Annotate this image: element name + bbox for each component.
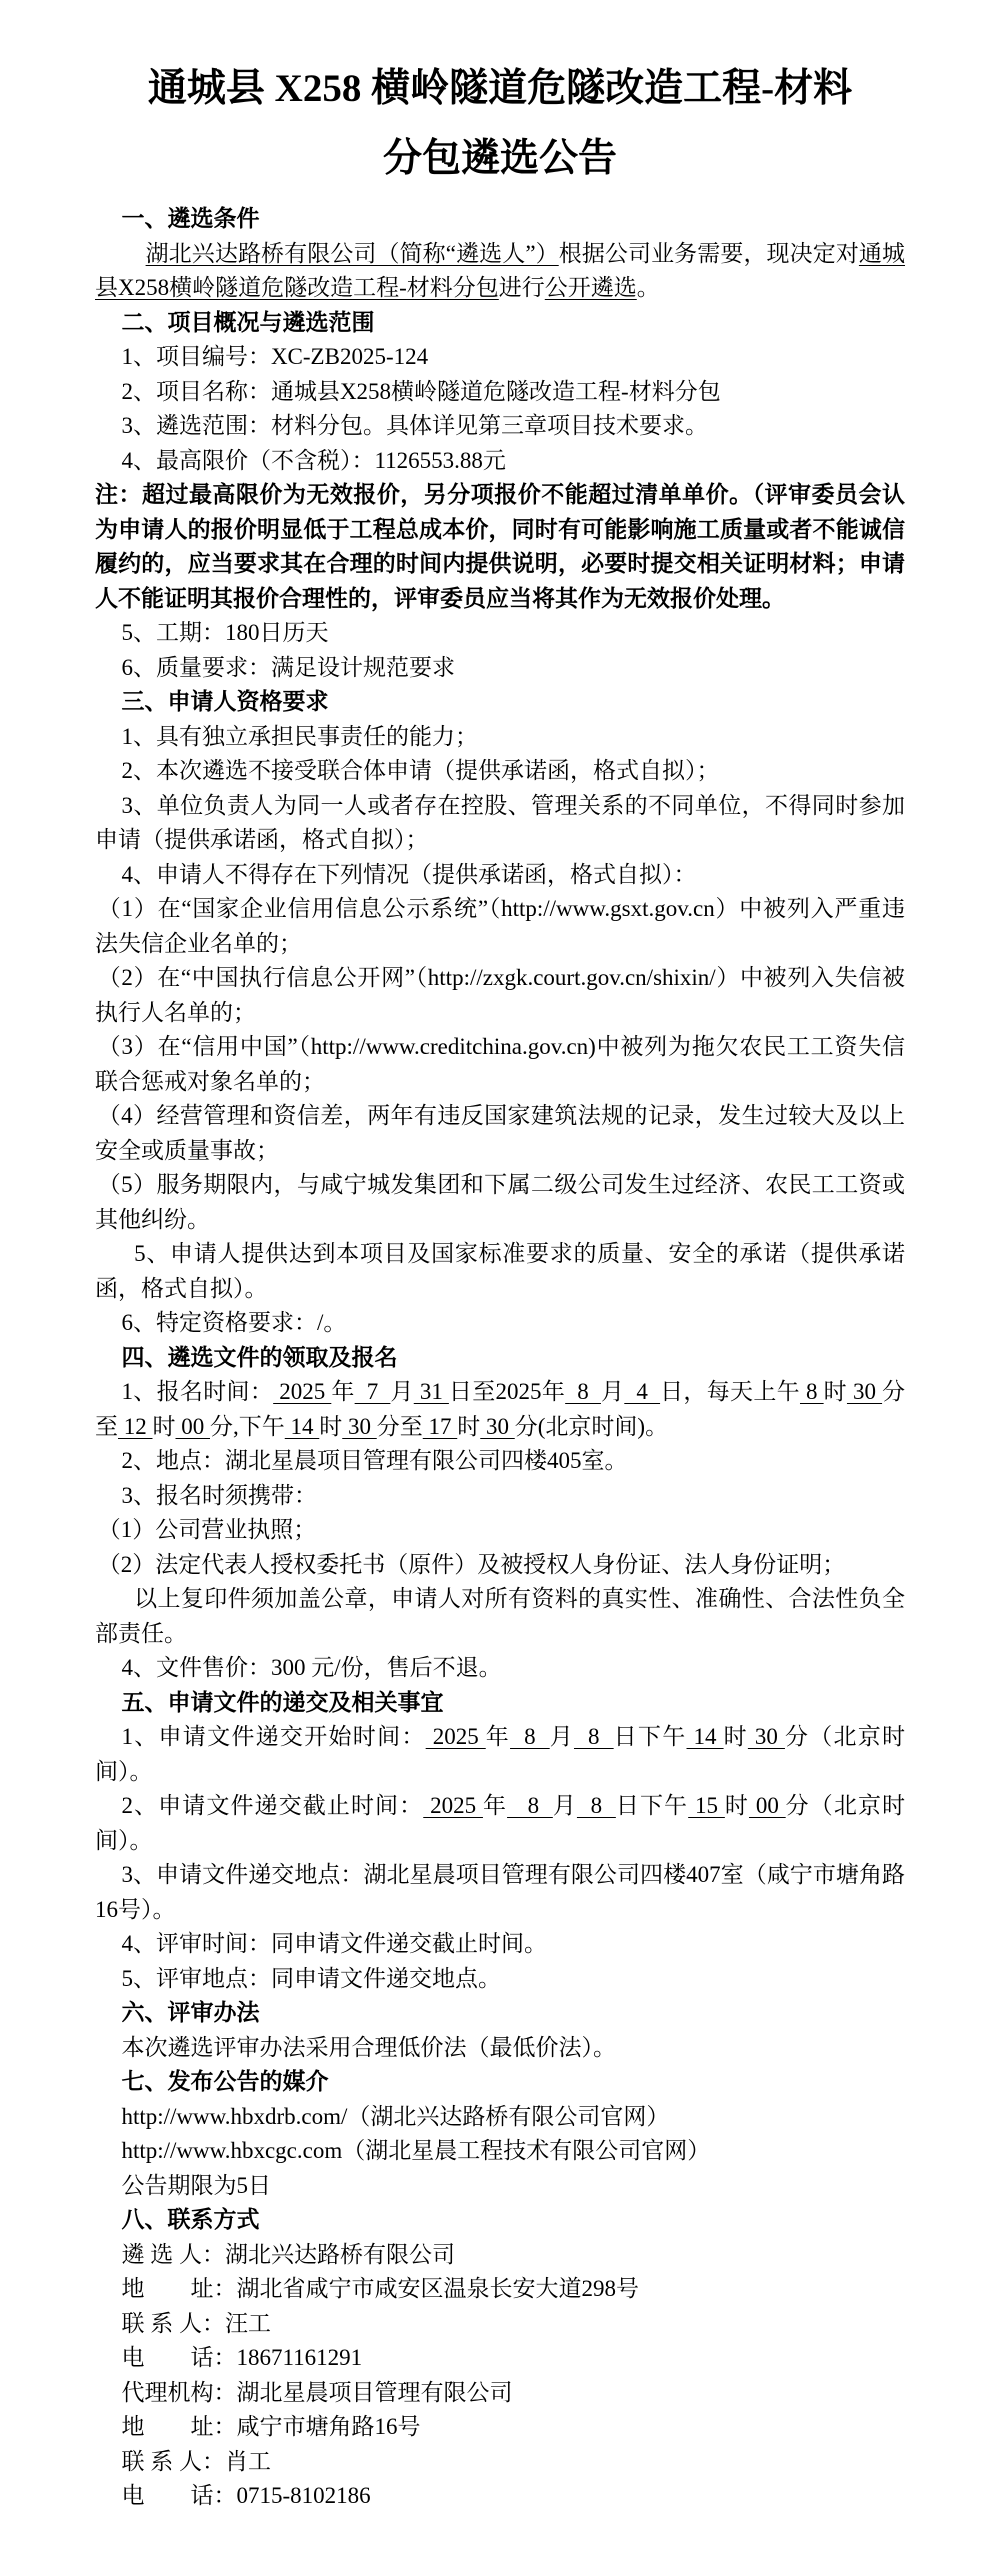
text-segment: 地 址：湖北省咸宁市咸安区温泉长安大道298号 [121,2276,639,2301]
paragraph [95,1789,905,1858]
text-segment: 时 [724,1793,749,1818]
text-segment: 年 [482,1793,508,1818]
url-text: （3）在“信用中国”（http://www.creditchina.gov.cn)中被列为拖欠农民工工资失信联合惩戒对象名单的； [95,1034,905,1094]
text-segment: 分（北京时间）。 [95,1724,906,1784]
text-segment: 本次遴选评审办法采用合理低价法（最低价法）。 [121,2034,616,2060]
paragraph [95,2134,905,2169]
text-segment: 公告期限为5日 [121,2172,271,2198]
paragraph [95,2445,905,2480]
underlined-text: 30 [747,1724,785,1749]
paragraph [95,1582,905,1651]
paragraph [95,754,905,789]
text-segment: 分至 [95,1379,906,1439]
text-segment: 时 [152,1413,176,1439]
underlined-text: 31 [413,1379,449,1404]
text-segment: 3、单位负责人为同一人或者存在控股、管理关系的不同单位，不得同时参加申请（提供承诺函，格式自拟）； [95,792,905,852]
text-segment: 3、申请文件递交地点：湖北星晨项目管理有限公司四楼407室（咸宁市塘角路16号）。 [95,1862,905,1922]
text-segment: 1、具有独立承担民事责任的能力； [121,723,478,749]
underlined-text: 14 [686,1724,724,1749]
paragraph [95,1858,905,1927]
text-segment: 6、特定资格要求：/。 [121,1310,347,1335]
paragraph [95,2376,905,2411]
paragraph [95,444,905,479]
text-segment: 1、报名时间： [121,1379,274,1404]
text-segment: 联 系 人：肖工 [121,2448,271,2474]
paragraph [95,616,905,651]
text-segment: 1、申请文件递交开始时间： [121,1724,426,1749]
text-segment: 2、本次遴选不接受联合体申请（提供承诺函，格式自拟）； [121,758,720,783]
underlined-text: 2025 [273,1379,332,1404]
text-segment: 电 话：18671161291 [121,2345,363,2370]
paragraph [95,1479,905,1514]
paragraph [95,1237,905,1306]
url-text: http://www.hbxcgc.com（湖北星晨工程技术有限公司官网） [121,2138,711,2163]
section-heading [95,685,905,720]
underlined-text: 8 [573,1724,614,1749]
underlined-text: 00 [175,1413,210,1439]
underlined-text: 通城县X258横岭隧道危隧改造工程-材料分包 [95,240,906,300]
underlined-text: 8 [576,1793,616,1818]
text-segment: 月 [549,1724,574,1749]
text-segment: 日下午 [613,1724,687,1749]
text-segment: 时 [457,1413,481,1439]
text-segment: 遴 选 人：湖北兴达路桥有限公司 [121,2241,455,2267]
text-segment: 三、申请人资格要求 [121,689,329,714]
paragraph [95,1720,905,1789]
text-segment: 时 [823,1379,847,1404]
page-title: 通城县 X258 横岭隧道危隧改造工程-材料分包遴选公告 [147,67,853,180]
paragraph [95,720,905,755]
text-segment: （1）公司营业执照； [97,1517,317,1542]
text-segment: 2、项目名称：通城县X258横岭隧道危隧改造工程-材料分包 [121,378,721,404]
paragraph [95,892,905,961]
underlined-text: 17 [422,1413,458,1439]
text-segment: 进行 [498,275,545,300]
text-segment: 八、联系方式 [121,2207,260,2232]
text-segment: 日，每天上午 [660,1379,800,1404]
paragraph [95,1099,905,1168]
text-segment: 月 [600,1379,625,1404]
paragraph [95,2238,905,2273]
text-segment: 电 话：0715-8102186 [121,2483,371,2508]
paragraph [95,961,905,1030]
underlined-text: 30 [480,1413,515,1439]
section-heading [95,2065,905,2100]
underlined-text: 30 [846,1379,883,1404]
paragraph [95,789,905,858]
text-segment: 4、文件售价：300 元/份，售后不退。 [121,1655,502,1680]
text-segment: 联 系 人：汪工 [121,2310,271,2336]
underlined-text: 4 [624,1379,661,1404]
text-segment: 1、项目编号：XC-ZB2025-124 [121,344,429,369]
paragraph [95,2307,905,2342]
paragraph [95,1030,905,1099]
text-segment: 月 [390,1379,414,1404]
text-segment: 注：超过最高限价为无效报价，另分项报价不能超过清单单价。（评审委员会认为申请人的报价明显低于工程总成本价，同时有可能影响施工质量或者不能诚信履约的，应当要求其在合理的时间内提供说明，必要时提交相关证明材料；申请人不能证明其报价合理性的，评审委员应当将其作为无效报价处理。 [95,482,905,611]
text-segment: 6、质量要求：满足设计规范要求 [121,654,455,680]
text-segment: 5、申请人提供达到本项目及国家标准要求的质量、安全的承诺（提供承诺函，格式自拟）。 [95,1241,905,1301]
paragraph [95,340,905,375]
section-heading [95,2203,905,2238]
section-heading [95,306,905,341]
text-segment: 以上复印件须加盖公章，申请人对所有资料的真实性、准确性、合法性负全部责任。 [95,1586,905,1646]
text-segment: 5、评审地点：同申请文件递交地点。 [121,1965,501,1991]
paragraph [95,1651,905,1686]
paragraph [95,1962,905,1997]
text-segment: 3、遴选范围：材料分包。具体详见第三章项目技术要求。 [121,413,708,438]
text-segment: 。 [636,275,660,300]
text-segment: 4、评审时间：同申请文件递交截止时间。 [121,1931,547,1956]
paragraph [95,375,905,410]
text-segment: 地 址：咸宁市塘角路16号 [121,2414,421,2439]
section-heading [95,202,905,237]
text-segment: 年 [485,1724,511,1749]
text-segment: 3、报名时须携带： [121,1482,317,1508]
paragraph [95,2341,905,2376]
text-segment: 4、申请人不得存在下列情况（提供承诺函，格式自拟）： [121,861,697,887]
note-paragraph [95,478,905,616]
text-segment: 分(北京时间)。 [514,1413,669,1439]
text-segment: 年 [331,1379,355,1404]
underlined-text: 12 [118,1413,153,1439]
paragraph [95,2169,905,2204]
paragraph [95,2100,905,2135]
underlined-text: 2025 [425,1724,486,1749]
text-segment: 七、发布公告的媒介 [121,2069,329,2094]
text-segment: 五、申请文件的递交及相关事宜 [121,1689,444,1715]
underlined-text: 30 [342,1413,377,1439]
paragraph [95,1306,905,1341]
paragraph [95,1168,905,1237]
text-segment: 二、项目概况与遴选范围 [121,309,375,335]
text-segment: 时 [723,1724,748,1749]
paragraph [95,2479,905,2514]
text-segment: 日下午 [615,1793,689,1818]
text-segment: 2、申请文件递交截止时间： [121,1793,424,1818]
underlined-text: 湖北兴达路桥有限公司（简称“遴选人”） [145,240,559,266]
text-segment: 月 [552,1793,577,1818]
underlined-text: 8 [510,1724,550,1749]
url-text: http://www.hbxdrb.com/（湖北兴达路桥有限公司官网） [121,2103,670,2129]
underlined-text: 14 [284,1413,320,1439]
paragraph [95,1548,905,1583]
paragraph [95,858,905,893]
text-segment: 5、工期：180日历天 [121,620,329,645]
section-heading [95,1341,905,1376]
underlined-text: 7 [354,1379,391,1404]
document-body [95,202,905,2514]
text-segment: 2、地点：湖北星晨项目管理有限公司四楼405室。 [121,1448,628,1473]
paragraph [95,651,905,686]
text-segment: 代理机构：湖北星晨项目管理有限公司 [121,2379,513,2405]
text-segment: （5）服务期限内，与咸宁城发集团和下属二级公司发生过经济、农民工工资或其他纠纷。 [95,1172,905,1232]
text-segment: 分,下午 [210,1413,285,1439]
section-heading [95,1996,905,2031]
underlined-text: 8 [507,1793,553,1818]
underlined-text: 8 [565,1379,601,1404]
paragraph [95,1375,905,1444]
paragraph [95,1444,905,1479]
section-heading [95,1686,905,1721]
url-text: （2）在“中国执行信息公开网”（http://zxgk.court.gov.cn/shixin/）中被列入失信被执行人名单的； [95,965,905,1025]
paragraph [95,409,905,444]
text-segment: 分（北京时间）。 [95,1793,906,1853]
paragraph [95,237,905,306]
text-segment: （2）法定代表人授权委托书（原件）及被授权人身份证、法人身份证明； [97,1551,846,1577]
text-segment: 分至 [376,1413,423,1439]
underlined-text: 2025 [423,1793,483,1818]
text-segment: （4）经营管理和资信差，两年有违反国家建筑法规的记录，发生过较大及以上安全或质量事故； [95,1103,905,1163]
text-segment: 时 [319,1413,343,1439]
text-segment: 六、评审办法 [121,2000,260,2025]
text-segment: 日至2025年 [448,1379,566,1404]
paragraph [95,2272,905,2307]
paragraph [95,1513,905,1548]
underlined-text: 8 [799,1379,824,1404]
underlined-text: 15 [688,1793,725,1818]
underlined-text: 公开遴选 [544,275,637,300]
text-segment: 一、遴选条件 [121,206,260,231]
paragraph [95,2031,905,2066]
text-segment: 根据公司业务需要，现决定对 [558,240,859,266]
paragraph [95,1927,905,1962]
paragraph [95,2410,905,2445]
text-segment: 四、遴选文件的领取及报名 [121,1344,398,1370]
url-text: （1）在“国家企业信用信息公示系统”（http://www.gsxt.gov.cn）中被列入严重违法失信企业名单的； [95,896,905,956]
underlined-text: 00 [748,1793,786,1818]
text-segment: 4、最高限价（不含税）：1126553.88元 [121,447,506,473]
